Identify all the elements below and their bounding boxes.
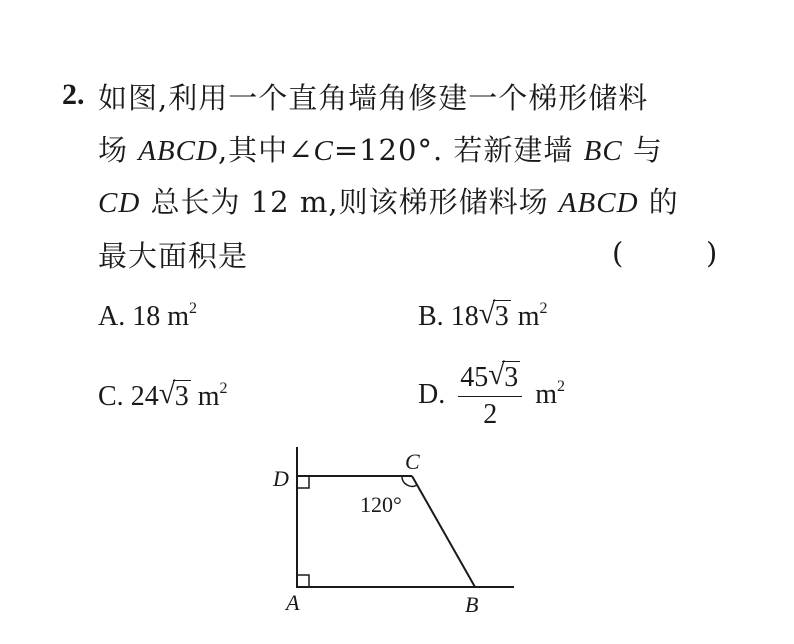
option-c-letter: C.	[98, 381, 124, 412]
option-c-unit: m	[197, 381, 220, 412]
option-d-radicand: 3	[504, 362, 519, 393]
option-b-radicand: 3	[494, 301, 509, 332]
option-c-coef: 24	[130, 381, 159, 412]
option-b-unit: m	[517, 301, 540, 332]
vertex-label-d: D	[273, 466, 289, 491]
option-b-letter: B.	[418, 301, 444, 332]
sqrt-symbol: √ 3	[488, 358, 519, 393]
right-angle-mark-d	[297, 476, 309, 488]
option-a-letter: A.	[98, 301, 126, 332]
option-c-power: 2	[219, 380, 228, 397]
question-number: 2.	[62, 78, 85, 111]
text-seg: =120°. 若新建墙	[333, 133, 584, 167]
var-abcd: ABCD	[138, 135, 218, 167]
question-text-4: 最大面积是	[98, 239, 249, 273]
text-seg: 的	[638, 185, 679, 219]
sqrt-symbol: √ 3	[478, 297, 509, 332]
var-c: C	[313, 135, 334, 167]
vertex-label-c: C	[405, 449, 420, 474]
option-a-unit: m	[167, 301, 190, 332]
vertex-label-a: A	[286, 590, 300, 615]
option-d-denominator: 2	[483, 399, 498, 430]
answer-bracket-close: )	[706, 236, 718, 270]
option-d-unit: m	[535, 378, 558, 410]
vertex-label-b: B	[465, 592, 479, 617]
text-seg: 总长为 12 m,则该梯形储料场	[140, 185, 559, 219]
text-seg: ,其中∠	[217, 133, 314, 167]
sqrt-symbol: √ 3	[158, 377, 189, 412]
option-d-power: 2	[557, 377, 566, 395]
question-text-1: 如图,利用一个直角墙角修建一个梯形储料	[98, 81, 649, 115]
option-a-value: 18	[132, 301, 161, 332]
option-c-radicand: 3	[174, 381, 189, 412]
var-abcd: ABCD	[558, 187, 639, 219]
angle-label: 120°	[360, 492, 402, 517]
option-b-power: 2	[539, 300, 548, 317]
answer-bracket-open: (	[612, 236, 624, 270]
option-a-power: 2	[189, 300, 198, 317]
text-seg: 场	[98, 133, 139, 167]
text-seg: 与	[622, 133, 663, 167]
right-angle-mark-a	[297, 575, 309, 587]
side-cb	[412, 476, 475, 587]
var-bc: BC	[583, 135, 623, 167]
var-cd: CD	[98, 187, 141, 219]
option-d-numerator-coef: 45	[460, 362, 489, 393]
option-d-letter: D.	[418, 378, 446, 410]
option-b-coef: 18	[450, 301, 479, 332]
